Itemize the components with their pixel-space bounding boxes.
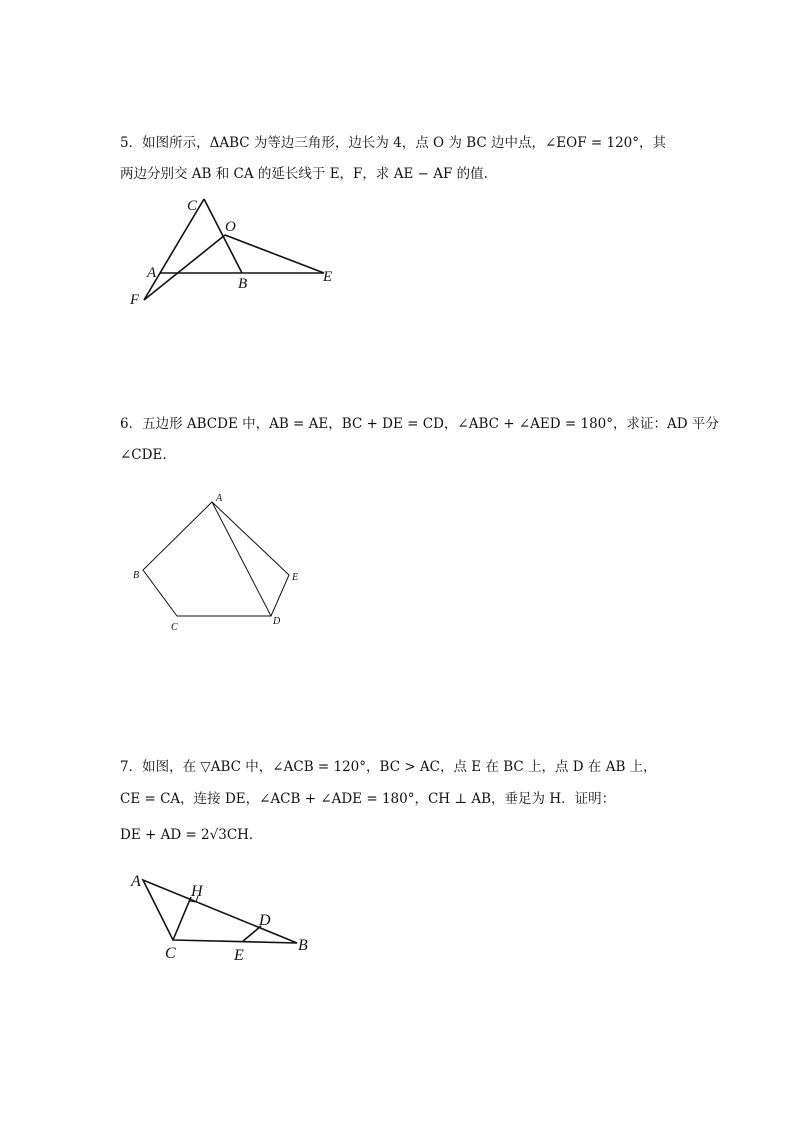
label-d: D (273, 616, 281, 627)
problem-7-line-3: DE + AD = 2√3CH． (120, 827, 263, 843)
pentagon-abcde (143, 502, 289, 616)
label-d: D (259, 912, 271, 929)
label-e: E (323, 269, 333, 285)
label-e: E (234, 947, 244, 964)
problem-5-line-1: 5．如图所示，ΔABC 为等边三角形，边长为 4，点 O 为 BC 边中点，∠EOF = 120°，其 (120, 135, 667, 151)
label-c: C (171, 622, 178, 633)
label-c: C (187, 198, 198, 214)
label-o: O (225, 219, 236, 235)
segment-c-h (173, 897, 191, 940)
problem-5-line-2: 两边分别交 AB 和 CA 的延长线于 E，F，求 AE − AF 的值. (120, 166, 488, 182)
label-c: C (165, 945, 176, 962)
diagonal-a-d (212, 502, 271, 616)
label-a: A (216, 493, 223, 504)
label-a: A (131, 873, 141, 890)
label-e: E (292, 572, 299, 583)
label-b: B (133, 570, 140, 581)
label-b: B (298, 937, 308, 954)
problem-7-figure (125, 868, 325, 968)
label-f: F (130, 292, 140, 308)
problem-5-figure (120, 190, 360, 315)
problem-7-line-1: 7．如图，在 ▽ABC 中，∠ACB = 120°，BC > AC，点 E 在 BC 上，点 D 在 AB 上， (120, 759, 657, 775)
problem-6-line-2: ∠CDE. (120, 447, 167, 463)
label-h: H (191, 883, 203, 900)
problem-6-line-1: 6．五边形 ABCDE 中，AB = AE，BC + DE = CD，∠ABC + ∠AED = 180°，求证：AD 平分 (120, 416, 719, 432)
label-a: A (147, 265, 157, 281)
label-b: B (238, 276, 248, 292)
segment-c-f (144, 199, 204, 300)
triangle-abc (143, 880, 297, 943)
problem-6-figure (125, 488, 315, 638)
problem-7-line-2: CE = CA，连接 DE，∠ACB + ∠ADE = 180°，CH ⊥ AB，垂足为 H．证明： (120, 791, 616, 807)
